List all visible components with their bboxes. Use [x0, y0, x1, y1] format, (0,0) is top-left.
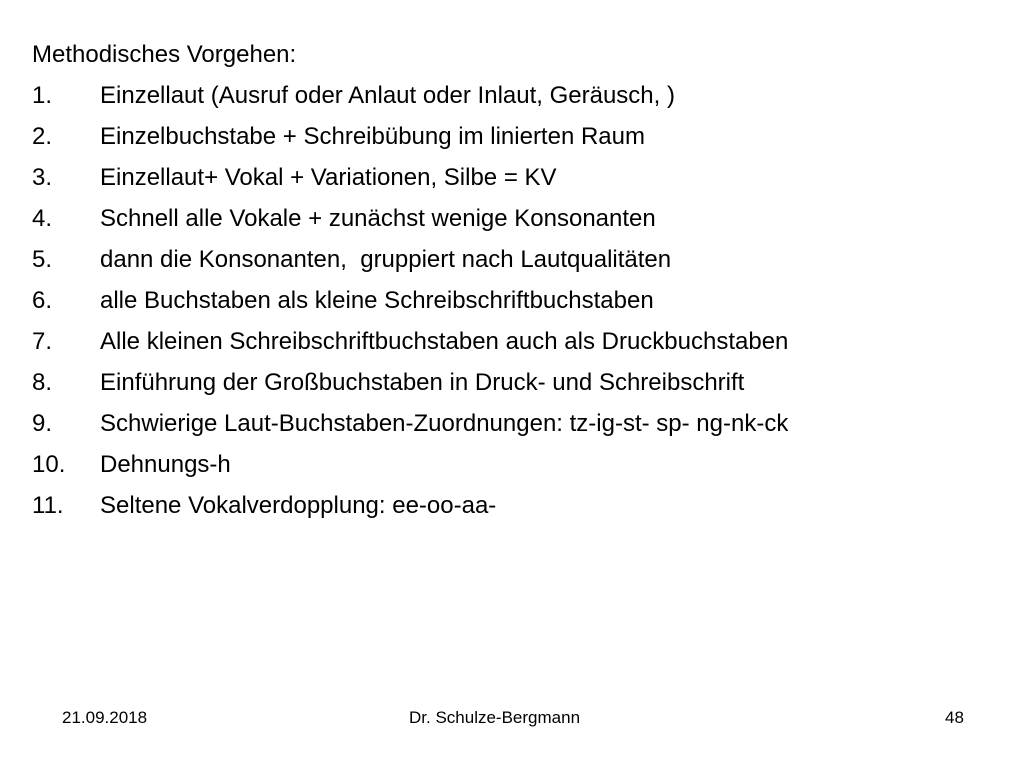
list-item-number: 9. — [32, 410, 53, 437]
list-item-text: Einführung der Großbuchstaben in Druck- und Schreibschrift — [100, 369, 745, 396]
list-item-text: Schnell alle Vokale + zunächst wenige Konsonanten — [100, 205, 656, 232]
list-item-text: Seltene Vokalverdopplung: ee-oo-aa- — [100, 492, 497, 519]
footer-page-number: 48 — [945, 708, 964, 727]
list-item — [32, 485, 992, 526]
list-item-number: 4. — [32, 205, 53, 232]
list-item-text: Schwierige Laut-Buchstaben-Zuordnungen: tz-ig-st- sp- ng-nk-ck — [100, 410, 789, 437]
list-item — [32, 75, 992, 116]
list-item-number: 7. — [32, 328, 53, 355]
list-item-text: Einzellaut (Ausruf oder Anlaut oder Inlaut, Geräusch, ) — [100, 82, 675, 109]
list-item — [32, 198, 992, 239]
footer-date: 21.09.2018 — [62, 708, 148, 727]
list-item — [32, 280, 992, 321]
list-item — [32, 239, 992, 280]
list-item-text: Einzelbuchstabe + Schreibübung im linierten Raum — [100, 123, 645, 150]
list-item-number: 6. — [32, 287, 53, 314]
footer-author: Dr. Schulze-Bergmann — [409, 708, 581, 727]
slide-heading: Methodisches Vorgehen: — [32, 41, 297, 68]
list-item-text: Einzellaut+ Vokal + Variationen, Silbe = KV — [100, 164, 557, 191]
list-item — [32, 444, 992, 485]
list-item — [32, 403, 992, 444]
list-item-number: 5. — [32, 246, 53, 273]
list-item-number: 10. — [32, 451, 66, 478]
list-item-text: Alle kleinen Schreibschriftbuchstaben auch als Druckbuchstaben — [100, 328, 789, 355]
list-item-text: dann die Konsonanten, gruppiert nach Lautqualitäten — [100, 246, 672, 273]
list-item-number: 3. — [32, 164, 53, 191]
list-item — [32, 321, 992, 362]
list-item — [32, 116, 992, 157]
list-item-text: Dehnungs-h — [100, 451, 231, 478]
list-item — [32, 362, 992, 403]
list-item-number: 11. — [32, 492, 64, 519]
list-item-number: 8. — [32, 369, 53, 396]
slide-content — [32, 34, 992, 526]
list-item — [32, 157, 992, 198]
list-item-text: alle Buchstaben als kleine Schreibschriftbuchstaben — [100, 287, 654, 314]
numbered-list — [32, 75, 992, 526]
list-item-number: 2. — [32, 123, 53, 150]
list-item-number: 1. — [32, 82, 53, 109]
